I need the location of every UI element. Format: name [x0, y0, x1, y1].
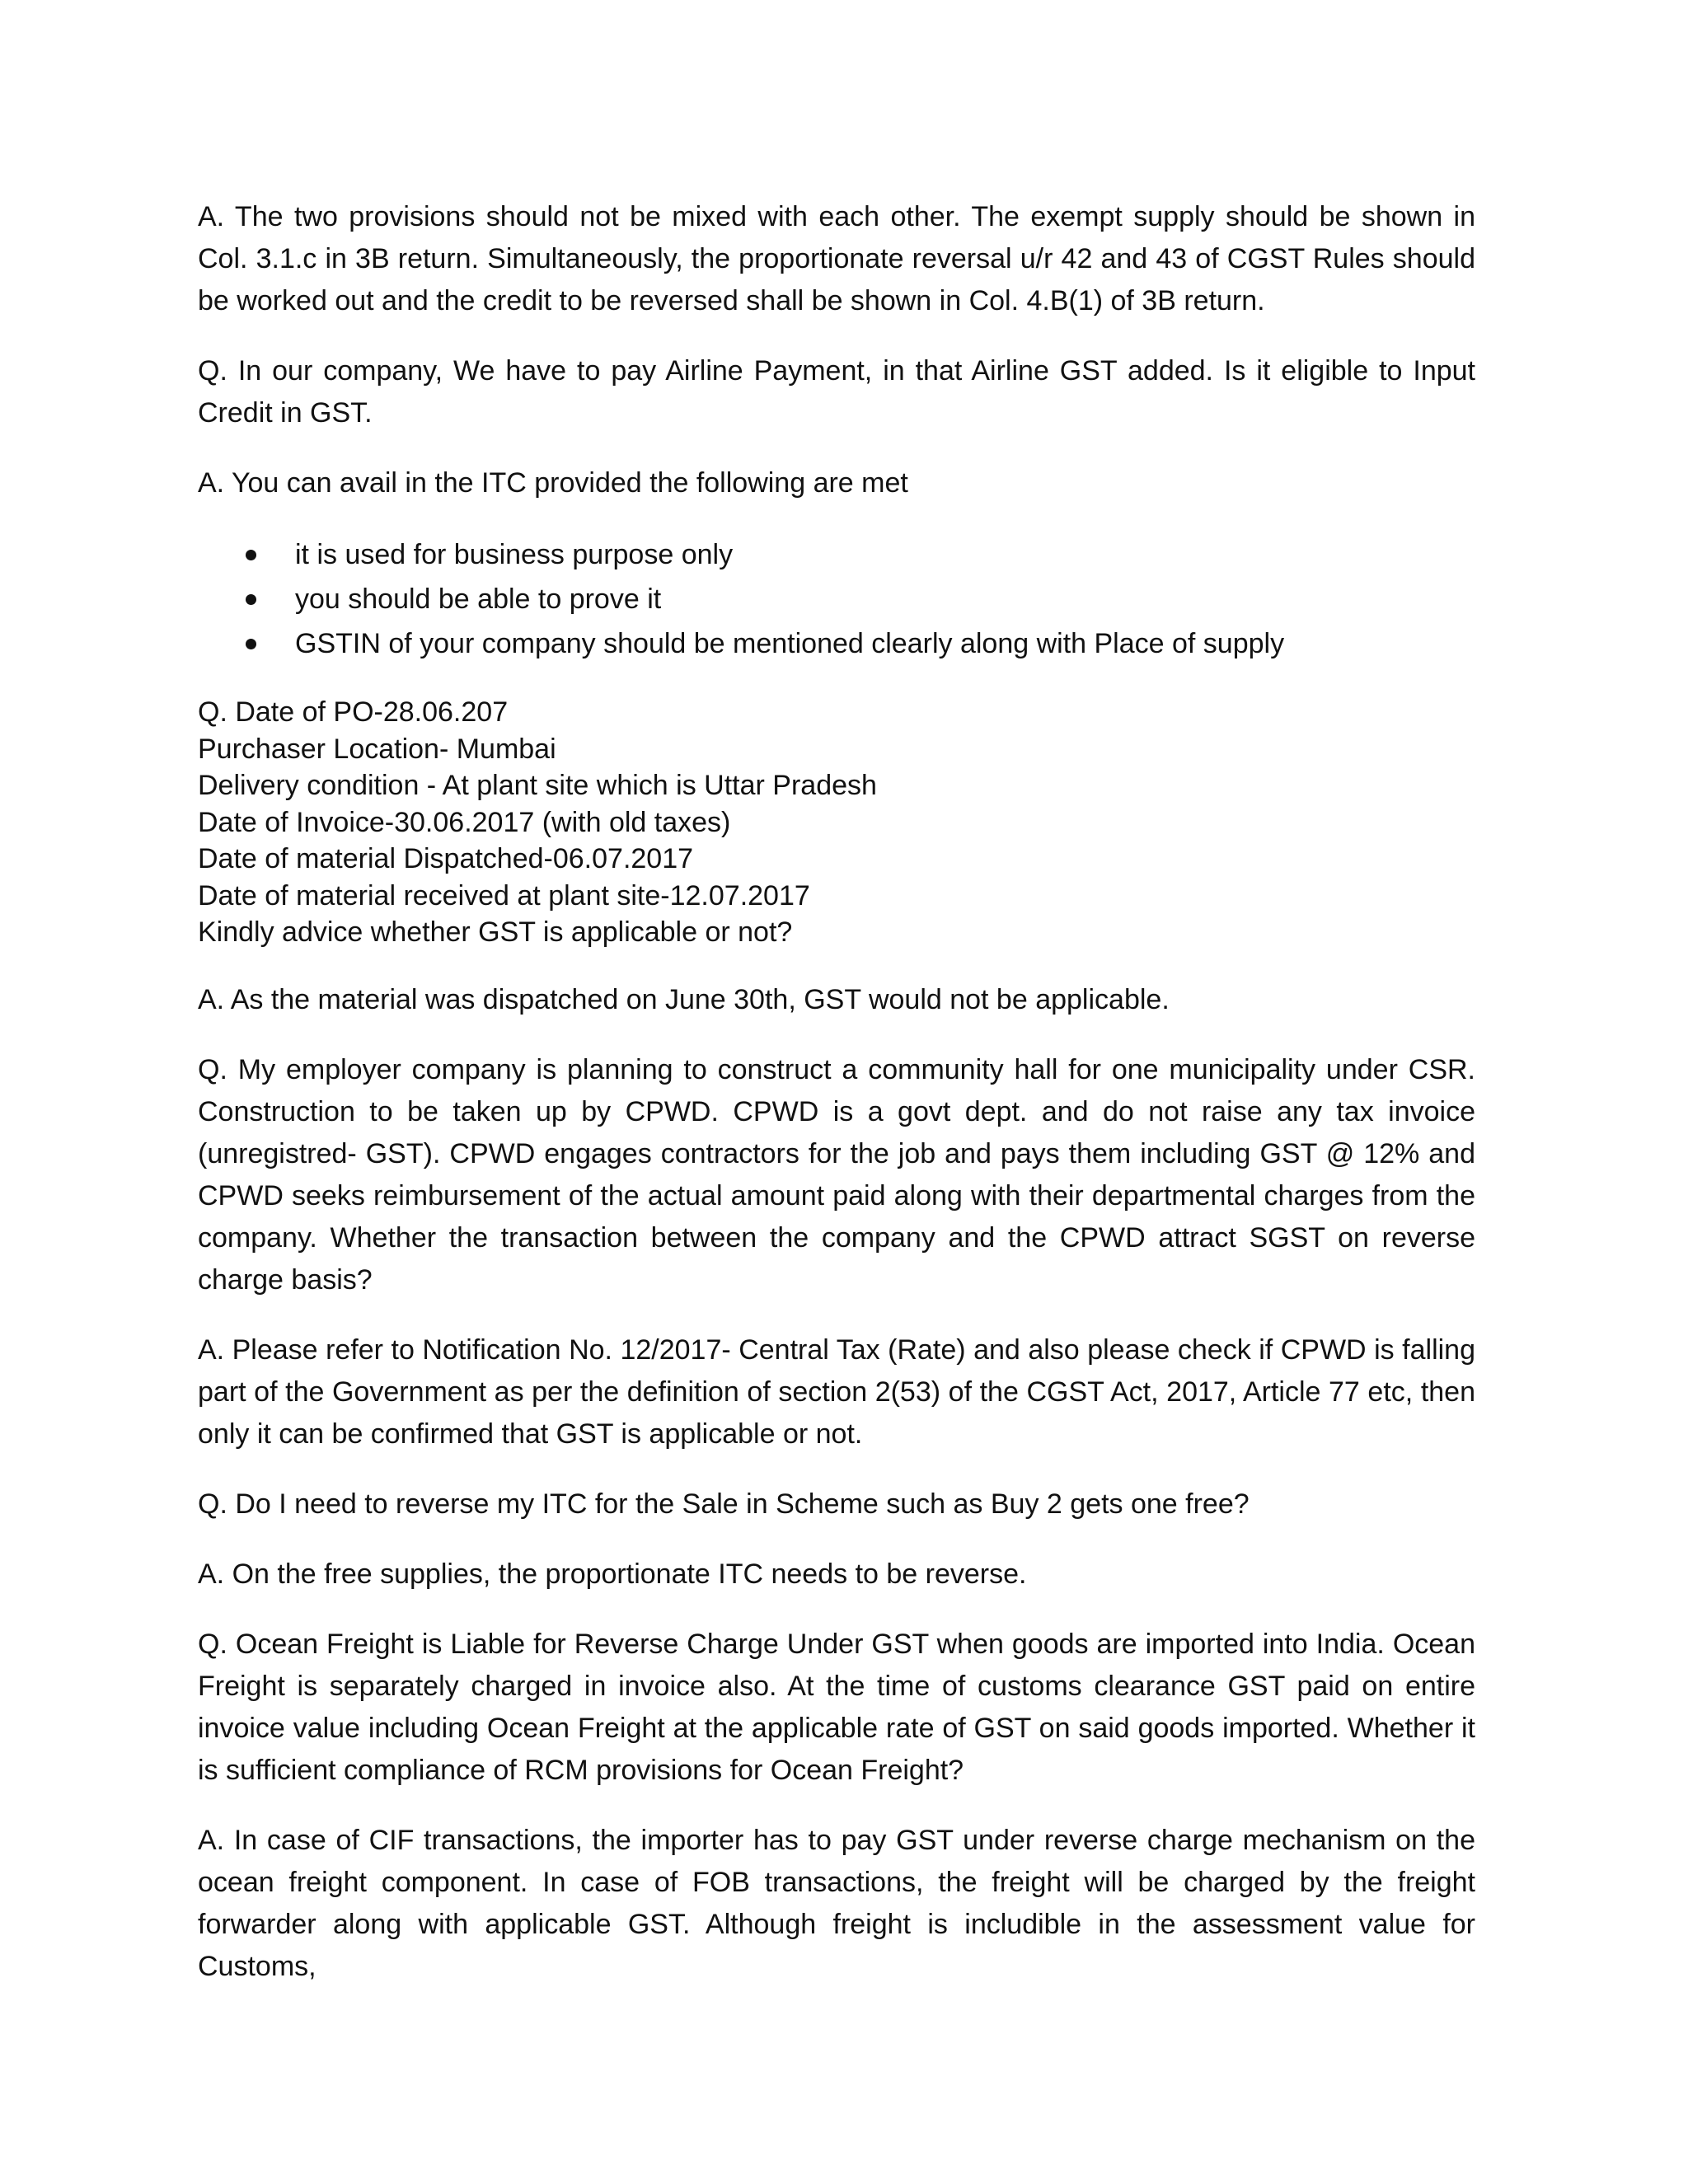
- question-paragraph: Q. Do I need to reverse my ITC for the Sale in Scheme such as Buy 2 gets one free?: [198, 1488, 1250, 1520]
- answer-paragraph: A. The two provisions should not be mixed with each other. The exempt supply should be shown in Col. 3.1.c in 3B return. Simultaneously, the proportionate reversal u/r 42 and 43 of CGST Rules should be worked out and the credit to be reversed shall be shown in Col. 4.B(1) of 3B return.: [198, 201, 1475, 316]
- bullet-text: you should be able to prove it: [295, 583, 662, 615]
- answer-paragraph: A. In case of CIF transactions, the importer has to pay GST under reverse charge mechanism on the ocean freight component. In case of FOB transactions, the freight will be charged by the freight forwarder along with applicable GST. Although freight is includible in the assessment value for Customs,: [198, 1824, 1475, 1982]
- question-paragraph: Q. My employer company is planning to construct a community hall for one municipality under CSR. Construction to be taken up by CPWD. CPWD is a govt dept. and do not raise any tax invoice (unregistred- GST). CPWD engages contractors for the job and pays them including GST @ 12% and CPWD seeks reimbursement of the actual amount paid along with their departmental charges from the company. Whether the transaction between the company and the CPWD attract SGST on reverse charge basis?: [198, 1053, 1475, 1296]
- question-line: Date of material received at plant site-12.07.2017: [198, 879, 810, 912]
- answer-paragraph: A. You can avail in the ITC provided the following are met: [198, 467, 908, 499]
- answer-paragraph: A. On the free supplies, the proportionate ITC needs to be reverse.: [198, 1558, 1027, 1590]
- question-line: Kindly advice whether GST is applicable or not?: [198, 916, 793, 948]
- bullet-icon: [246, 550, 256, 560]
- bullet-text: GSTIN of your company should be mentioned clearly along with Place of supply: [295, 628, 1285, 659]
- answer-paragraph: A. As the material was dispatched on June 30th, GST would not be applicable.: [198, 983, 1170, 1015]
- question-line: Date of Invoice-30.06.2017 (with old taxes): [198, 806, 731, 838]
- bullet-item: [198, 532, 1475, 577]
- question-paragraph: Q. In our company, We have to pay Airline Payment, in that Airline GST added. Is it eligible to Input Credit in GST.: [198, 355, 1475, 429]
- question-block: [198, 694, 1475, 951]
- question-paragraph: Q. Ocean Freight is Liable for Reverse Charge Under GST when goods are imported into India. Ocean Freight is separately charged in invoice also. At the time of customs clearance GST paid on entire invoice value including Ocean Freight at the applicable rate of GST on said goods imported. Whether it is sufficient compliance of RCM provisions for Ocean Freight?: [198, 1628, 1475, 1786]
- question-line: Purchaser Location- Mumbai: [198, 733, 556, 765]
- document-page: [198, 196, 1475, 2016]
- bullet-icon: [246, 639, 256, 649]
- question-line: Q. Date of PO-28.06.207: [198, 696, 509, 728]
- answer-paragraph: A. Please refer to Notification No. 12/2017- Central Tax (Rate) and also please check if CPWD is falling part of the Government as per the definition of section 2(53) of the CGST Act, 2017, Article 77 etc, then only it can be confirmed that GST is applicable or not.: [198, 1333, 1475, 1450]
- question-line: Date of material Dispatched-06.07.2017: [198, 843, 694, 874]
- bullet-icon: [246, 594, 256, 605]
- bullet-list: [198, 532, 1475, 666]
- question-line: Delivery condition - At plant site which is Uttar Pradesh: [198, 770, 877, 801]
- bullet-item: [198, 577, 1475, 621]
- bullet-text: it is used for business purpose only: [295, 539, 734, 570]
- bullet-item: [198, 621, 1475, 666]
